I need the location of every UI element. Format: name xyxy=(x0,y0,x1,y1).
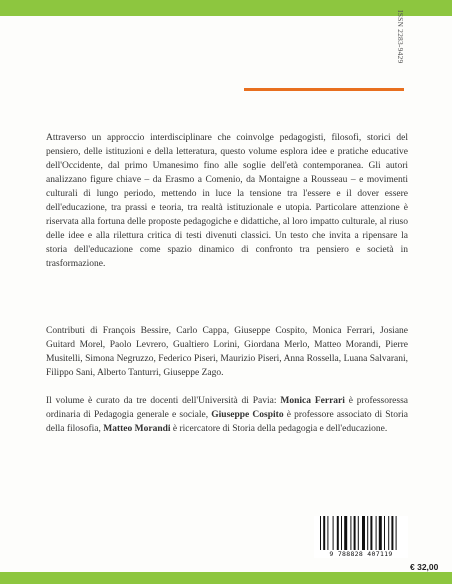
barcode-bars xyxy=(320,516,402,550)
issn-label: ISSN 2283-9429 xyxy=(396,10,405,64)
editors-lead: Il volume è curato da tre docenti dell'Università di Pavia: xyxy=(46,396,281,406)
bottom-green-band xyxy=(0,572,452,584)
isbn-barcode xyxy=(314,516,408,558)
editor-name-3: Matteo Morandi xyxy=(103,424,171,434)
contributors-paragraph: Contributi di François Bessire, Carlo Cappa, Giuseppe Cospito, Monica Ferrari, Josiane Guitard Morel, Paolo Levrero, Gualtiero Lorini, Giordana Merlo, Matteo Morandi, Pierre Musitelli, Simona Negruzzo, Federico Piseri, Maurizio Piseri, Anna Rossella, Luana Salvarani, Filippo Sani, Alberto Tanturri, Giuseppe Zago. xyxy=(46,326,408,378)
price-label: € 32,00 xyxy=(410,562,439,572)
editor-name-1: Monica Ferrari xyxy=(280,396,345,406)
editors-paragraph xyxy=(46,394,408,436)
top-green-band xyxy=(0,0,452,16)
intro-paragraph: Attraverso un approccio interdisciplinare che coinvolge pedagogisti, filosofi, storici del pensiero, delle istituzioni e della letteratura, questo volume esplora idee e pratiche educative dell'Occidente, dal primo Umanesimo fino alle soglie dell'età contemporanea. Gli autori analizzano figure chiave – da Erasmo a Comenio, da Montaigne a Rousseau – e movimenti culturali di lungo periodo, mettendo in luce la tensione tra l'essere e il dover essere dell'educazione, tra prassi e teoria, tra realtà istituzionale e utopia. Particolare attenzione è riservata alla fortuna delle proposte pedagogiche e didattiche, al loro impatto culturale, al riuso delle idee e alla rilettura critica di testi divenuti classici. Un testo che invita a ripensare la storia dell'educazione come spazio dinamico di confronto tra pensiero e società in trasformazione. xyxy=(46,133,408,269)
barcode-digits: 9 788828 407119 xyxy=(329,550,393,558)
editor-name-2: Giuseppe Cospito xyxy=(211,410,284,420)
orange-rule xyxy=(244,88,404,91)
editor-role-3: è ricercatore di Storia della pedagogia e dell'educazione. xyxy=(170,424,388,434)
editor-role-2: è professore associato di Storia della filosofia, xyxy=(46,410,408,434)
editor-role-1: è professoressa ordinaria di Pedagogia generale e sociale, xyxy=(46,396,408,420)
